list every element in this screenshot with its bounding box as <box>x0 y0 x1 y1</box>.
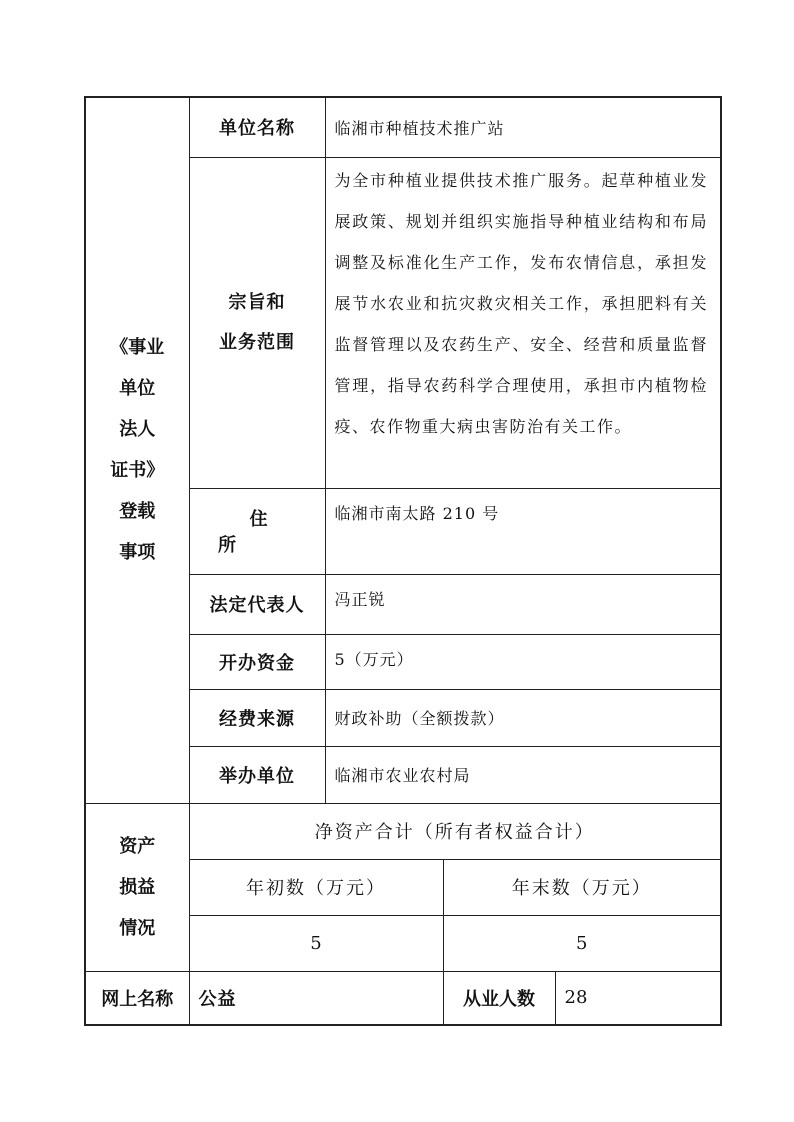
legal-rep-value: 冯正锐 <box>325 574 721 634</box>
row-footer <box>85 971 721 1025</box>
side-line: 法人 <box>119 419 156 441</box>
side-line: 单位 <box>119 378 156 400</box>
end-year-label: 年末数（万元） <box>443 859 721 915</box>
capital-value: 5（万元） <box>325 634 721 689</box>
web-name-label: 网上名称 <box>85 971 189 1025</box>
legal-rep-label: 法定代表人 <box>189 574 325 634</box>
address-label <box>189 488 328 574</box>
side-line: 事项 <box>119 542 156 564</box>
funding-label: 经费来源 <box>189 689 325 746</box>
end-year-value: 5 <box>443 915 721 971</box>
address-label-text: 住所 <box>218 509 328 556</box>
registration-section-label <box>85 97 189 803</box>
side-line: 资产 <box>119 835 156 857</box>
purpose-label-line: 业务范围 <box>219 331 295 353</box>
capital-label: 开办资金 <box>189 634 325 689</box>
registration-table <box>84 96 722 1026</box>
assets-section-label <box>85 803 189 971</box>
row-assets-header <box>85 803 721 859</box>
staff-count-value: 28 <box>555 971 721 1025</box>
side-line: 登载 <box>119 501 156 523</box>
staff-count-label: 从业人数 <box>443 971 555 1025</box>
purpose-label <box>189 157 325 488</box>
web-name-value: 公益 <box>189 971 443 1025</box>
purpose-value: 为全市种植业提供技术推广服务。起草种植业发展政策、规划并组织实施指导种植业结构和布局调整及标准化生产工作，发布农情信息，承担发展节水农业和抗灾救灾相关工作，承担肥料有关监督管理以及农药生产、安全、经营和质量监督管理，指导农药科学合理使用，承担市内植物检疫、农作物重大病虫害防治有关工作。 <box>325 157 721 488</box>
funding-value: 财政补助（全额拨款） <box>325 689 721 746</box>
unit-name-label: 单位名称 <box>189 97 325 157</box>
side-line: 情况 <box>119 917 156 939</box>
row-unit-name <box>85 97 721 157</box>
sponsor-label: 举办单位 <box>189 746 325 803</box>
sponsor-value: 临湘市农业农村局 <box>325 746 721 803</box>
side-line: 《事业 <box>110 337 165 359</box>
address-value: 临湘市南太路 210 号 <box>325 488 721 574</box>
begin-year-label: 年初数（万元） <box>189 859 443 915</box>
unit-name-value: 临湘市种植技术推广站 <box>325 97 721 157</box>
side-line: 损益 <box>119 876 156 898</box>
purpose-label-line: 宗旨和 <box>228 291 286 313</box>
net-assets-header: 净资产合计（所有者权益合计） <box>189 803 721 859</box>
side-line: 证书》 <box>110 460 165 482</box>
begin-year-value: 5 <box>189 915 443 971</box>
